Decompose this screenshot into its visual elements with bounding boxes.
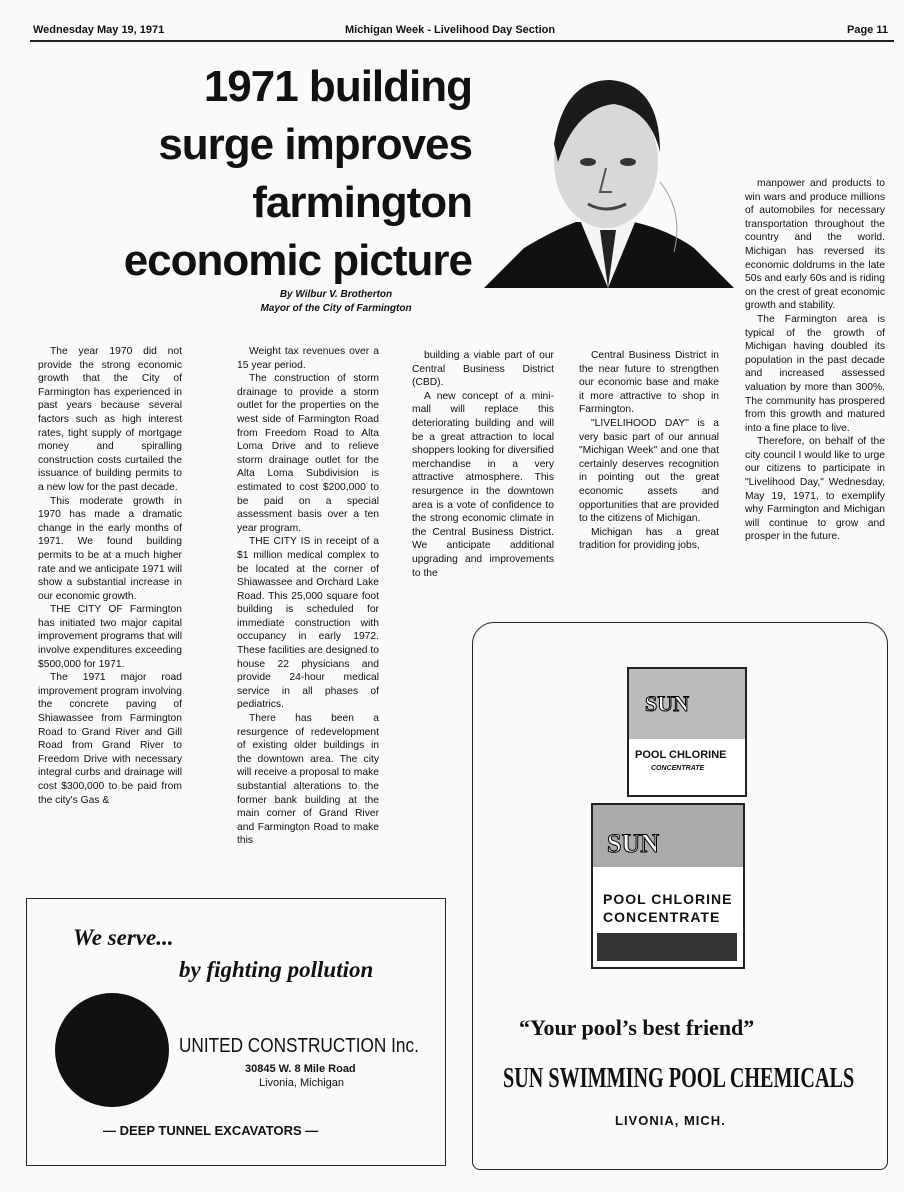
paragraph: manpower and products to win wars and produce millions of automobiles for necessary transportation throughout the country and the world. Michigan has reversed its economic doldrums in the late 50s and early 60s and is riding on the crest of great economic growth and stability. bbox=[745, 178, 885, 312]
issue-date: Wednesday May 19, 1971 bbox=[33, 24, 165, 36]
headline-line-4: economic picture bbox=[123, 236, 472, 285]
paragraph: Therefore, on behalf of the city council I would like to urge our citizens to participate in "Livelihood Day," Wednesday, May 19, 1971, to exemplify why Farmington and Michigan will continue to grow and prosper in the future. bbox=[745, 436, 885, 543]
company-name: SUN SWIMMING POOL CHEMICALS bbox=[503, 1063, 855, 1094]
article-column-3 bbox=[412, 349, 554, 580]
small-sub: CONCENTRATE bbox=[651, 765, 705, 772]
company-city: LIVONIA, MICH. bbox=[615, 1113, 726, 1128]
product-box-large bbox=[591, 803, 745, 969]
ad-subheadline: by fighting pollution bbox=[179, 957, 374, 982]
paragraph: The construction of storm drainage to provide a storm outlet for the properties on the west side of Farmington Road from Freedom Road to Alta Loma Drive and to relieve storm drainage outlet for the Alta Loma Subdivision is estimated to cost $200,000 to be paid on a special assessment basis over a ten year program. bbox=[237, 373, 379, 534]
paragraph: Michigan has a great tradition for providing jobs, bbox=[579, 526, 719, 552]
byline-title: Mayor of the City of Farmington bbox=[260, 303, 412, 314]
byline-author: By Wilbur V. Brotherton bbox=[279, 289, 393, 300]
paragraph: building a viable part of our Central Business District (CBD). bbox=[412, 350, 554, 389]
paragraph: THE CITY IS in receipt of a $1 million medical complex to be located at the corner of Shiawassee and Orchard Lake Road. This 25,000 square foot building is scheduled for immediate construction with occupancy in early 1972. These facilities are designed to house 22 physicians and provide 24-hour medical service in all phases of pediatrics. bbox=[237, 536, 379, 711]
article-column-5 bbox=[745, 177, 885, 544]
big-brand: SUN bbox=[607, 829, 660, 858]
paragraph: The 1971 major road improvement program involving the concrete paving of Shiawassee from Farmington Road to Grand River and Gill Road from Grand River to Freedom Drive with necessary integral curbs and drainage will cost $300,000 to be paid from the city's Gas & bbox=[38, 672, 182, 806]
united-construction-ad bbox=[26, 898, 446, 1166]
company-name: UNITED CONSTRUCTION Inc. bbox=[179, 1035, 419, 1057]
headline-line-2: surge improves bbox=[158, 120, 472, 169]
ad-slogan: “Your pool’s best friend” bbox=[519, 1015, 755, 1040]
headline-line-1: 1971 building bbox=[203, 62, 472, 111]
section-title: Michigan Week - Livelihood Day Section bbox=[345, 24, 556, 36]
company-city: Livonia, Michigan bbox=[259, 1077, 344, 1089]
big-product-line-1: POOL CHLORINE bbox=[603, 891, 733, 907]
sun-pool-chemicals-ad bbox=[472, 622, 888, 1170]
product-fine-print bbox=[597, 933, 737, 961]
paragraph: Central Business District in the near future to strengthen our economic base and make it more attractive to shop in Farmington. bbox=[579, 350, 719, 416]
paragraph: "LIVELIHOOD DAY" is a very basic part of our annual "Michigan Week" and one that certainly deserves recognition in pointing out the great economic assets and opportunities that are provided to the citizens of Michigan. bbox=[579, 417, 719, 525]
company-address: 30845 W. 8 Mile Road bbox=[245, 1063, 356, 1075]
big-product-line-2: CONCENTRATE bbox=[603, 909, 721, 925]
article-column-1 bbox=[38, 345, 182, 807]
ad-headline: We serve... bbox=[73, 925, 174, 950]
paragraph: A new concept of a mini-mall will replace this deteriorating building and will be a great attraction to local shoppers looking for diversified merchandise in a very attractive atmosphere. This resurgence in the downtown area is a vote of confidence to the strong economic climate in the Central Business District. We anticipate additional upgrading and improvements to the bbox=[412, 390, 554, 579]
headline bbox=[124, 58, 472, 290]
paragraph: This moderate growth in 1970 has made a dramatic change in the early months of 1971. We found building permits to be at a much higher rate and we anticipate 1971 will show a substantial increase in our economic growth. bbox=[38, 495, 182, 602]
ad-tagline: — DEEP TUNNEL EXCAVATORS — bbox=[103, 1123, 319, 1138]
mayor-photo bbox=[484, 52, 734, 288]
paragraph: The Farmington area is typical of the growth of Michigan having doubled its population in the past decade and increased assessed valuation by more than 300%. The community has prospered from this growth and matured into a fine place to live. bbox=[745, 313, 885, 434]
headline-line-3: farmington bbox=[252, 178, 472, 227]
small-brand: SUN bbox=[645, 691, 690, 716]
byline bbox=[236, 288, 436, 316]
paragraph: THE CITY OF Farmington has initiated two major capital improvement programs that will involve expenditures exceeding $500,000 for 1971. bbox=[38, 604, 182, 670]
header-rule bbox=[30, 40, 894, 42]
company-logo-circle bbox=[55, 993, 169, 1107]
small-product: POOL CHLORINE bbox=[635, 749, 727, 761]
article-column-4 bbox=[579, 349, 719, 553]
article-column-2 bbox=[237, 345, 379, 848]
paragraph: The year 1970 did not provide the strong economic growth that the City of Farmington has experienced in past years because several factors such as high interest rates, tight supply of mortgage money and spiralling construction costs curtailed the issuance of building permits to a new low for the past decade. bbox=[38, 346, 182, 493]
paragraph: Weight tax revenues over a 15 year period. bbox=[237, 346, 379, 371]
page-number: Page 11 bbox=[847, 24, 888, 36]
product-box-small bbox=[627, 667, 747, 797]
paragraph: There has been a resurgence of redevelopment of existing older buildings in the downtown area. The city will receive a proposal to make substantial alterations to the former bank building at the main corner of Grand River and Farmington Road to make this bbox=[237, 713, 379, 847]
